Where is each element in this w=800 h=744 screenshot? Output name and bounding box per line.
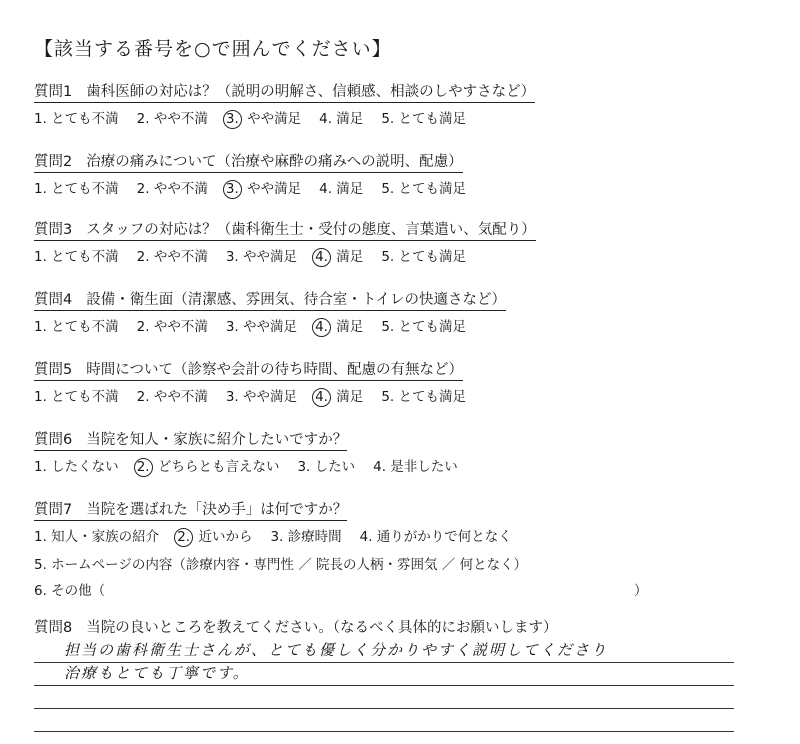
question-title: 質問6 当院を知人・家族に紹介したいですか？	[34, 428, 347, 451]
option-row-6[interactable]: 6. その他（ ）	[34, 583, 648, 599]
option-4[interactable]: 4. 満足	[319, 111, 364, 127]
option-row	[34, 525, 530, 547]
option-3[interactable]: 3. したい	[297, 459, 356, 475]
option-row-5[interactable]: 5. ホームページの内容（診療内容・専門性 ／ 院長の人柄・雰囲気 ／ 何となく）	[34, 557, 528, 573]
circle-mark: 2.	[134, 458, 153, 477]
option-4[interactable]: 4. 是非したい	[373, 459, 458, 475]
option-3[interactable]: 3. やや満足	[225, 319, 298, 335]
question-3	[34, 218, 536, 267]
question-title: 質問8 当院の良いところを教えてください。（なるべく具体的にお願いします）	[34, 620, 558, 636]
option-row	[34, 315, 506, 337]
question-1	[34, 80, 535, 129]
option-row	[34, 245, 536, 267]
option-1[interactable]: 1. とても不満	[34, 389, 119, 405]
answer-line	[34, 640, 734, 663]
handwritten-answer: 治療もとても丁寧です。	[64, 664, 250, 682]
option-3-selected[interactable]: 3. やや満足	[226, 107, 301, 129]
circle-mark: 4.	[312, 248, 331, 267]
question-title: 質問4 設備・衛生面（清潔感、雰囲気、待合室・トイレの快適さなど）	[34, 288, 506, 311]
option-5[interactable]: 5. とても満足	[381, 249, 466, 265]
option-2[interactable]: 2. やや不満	[136, 111, 208, 127]
option-row	[34, 455, 476, 477]
option-5[interactable]: 5. とても満足	[381, 319, 466, 335]
option-row	[34, 385, 484, 407]
option-4[interactable]: 4. 通りがかりで何となく	[359, 529, 512, 545]
circle-mark: 2.	[174, 528, 193, 547]
option-4[interactable]: 4. 満足	[319, 181, 364, 197]
option-2[interactable]: 2. やや不満	[136, 389, 208, 405]
answer-line	[34, 686, 734, 709]
question-5	[34, 358, 484, 407]
option-2-selected[interactable]: 2. 近いから	[177, 525, 252, 547]
page-heading: 【該当する番号を○で囲んでください】	[34, 38, 392, 60]
option-5[interactable]: 5. とても満足	[381, 389, 466, 405]
answer-line	[34, 663, 734, 686]
answer-area[interactable]	[34, 640, 734, 732]
option-3[interactable]: 3. やや満足	[225, 249, 298, 265]
circle-mark: 4.	[312, 388, 331, 407]
option-1[interactable]: 1. とても不満	[34, 111, 119, 127]
option-1[interactable]: 1. したくない	[34, 459, 119, 475]
option-2[interactable]: 2. やや不満	[136, 181, 208, 197]
answer-line	[34, 709, 734, 732]
option-3-selected[interactable]: 3. やや満足	[226, 177, 301, 199]
option-2[interactable]: 2. やや不満	[136, 249, 208, 265]
option-2[interactable]: 2. やや不満	[136, 319, 208, 335]
option-4-selected[interactable]: 4. 満足	[315, 245, 363, 267]
question-6	[34, 428, 476, 477]
question-4	[34, 288, 506, 337]
question-title: 質問7 当院を選ばれた「決め手」は何ですか？	[34, 498, 347, 521]
option-1[interactable]: 1. 知人・家族の紹介	[34, 529, 160, 545]
option-row	[34, 177, 484, 199]
option-5[interactable]: 5. とても満足	[381, 181, 466, 197]
option-4-selected[interactable]: 4. 満足	[315, 315, 363, 337]
circle-mark: 4.	[312, 318, 331, 337]
option-1[interactable]: 1. とても不満	[34, 181, 119, 197]
circle-mark: 3.	[223, 110, 242, 129]
question-7	[34, 498, 648, 599]
option-3[interactable]: 3. 診療時間	[270, 529, 342, 545]
question-2	[34, 150, 484, 199]
question-title: 質問3 スタッフの対応は？（歯科衛生士・受付の態度、言葉遣い、気配り）	[34, 218, 536, 241]
option-1[interactable]: 1. とても不満	[34, 249, 119, 265]
circle-mark: 3.	[223, 180, 242, 199]
option-row	[34, 107, 535, 129]
question-title: 質問5 時間について（診察や会計の待ち時間、配慮の有無など）	[34, 358, 463, 381]
option-1[interactable]: 1. とても不満	[34, 319, 119, 335]
option-3[interactable]: 3. やや満足	[225, 389, 298, 405]
question-title: 質問2 治療の痛みについて（治療や麻酔の痛みへの説明、配慮）	[34, 150, 463, 173]
question-title: 質問1 歯科医師の対応は？（説明の明解さ、信頼感、相談のしやすさなど）	[34, 80, 535, 103]
question-8	[34, 616, 557, 638]
option-4-selected[interactable]: 4. 満足	[315, 385, 363, 407]
handwritten-answer: 担当の歯科衛生士さんが、とても優しく分かりやすく説明してくださり	[64, 641, 609, 659]
option-5[interactable]: 5. とても満足	[381, 111, 466, 127]
option-2-selected[interactable]: 2. どちらとも言えない	[137, 455, 280, 477]
